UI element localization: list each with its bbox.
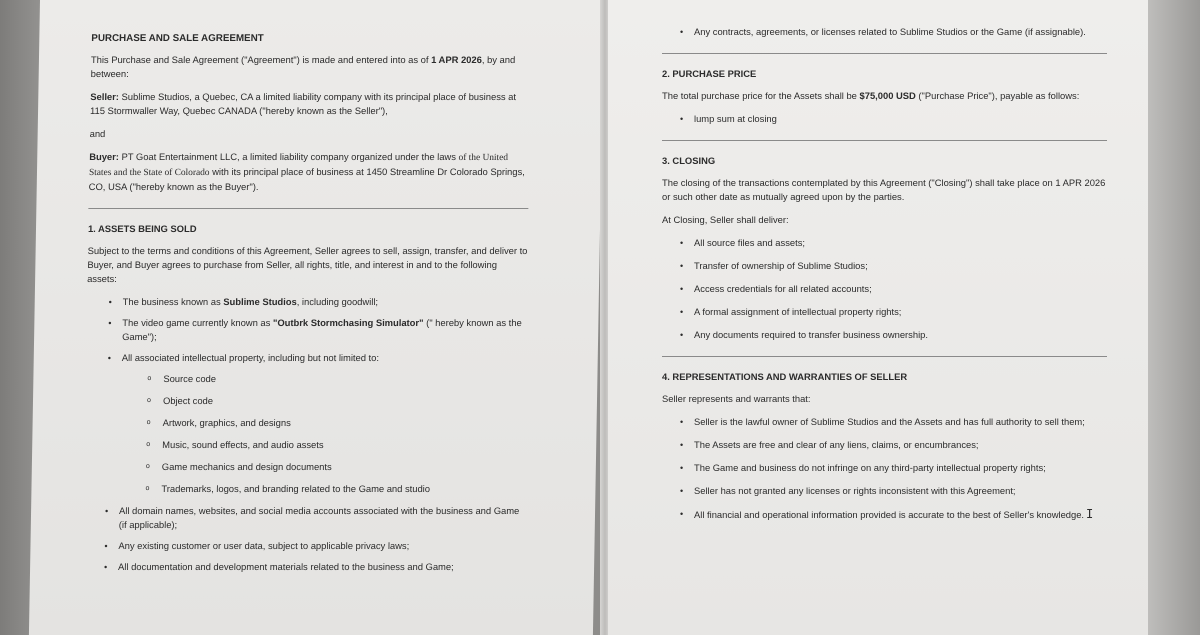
left-page-content [82, 32, 532, 581]
intro-text: This Purchase and Sale Agreement ("Agreement") is made and entered into as of [90, 54, 432, 65]
list-item [83, 504, 523, 532]
sub-list-item [84, 460, 524, 474]
list-item-text: All associated intellectual property, including but not limited to: [121, 352, 380, 363]
list-item [662, 484, 1107, 498]
intro-date: 1 APR 2026 [431, 54, 482, 65]
circle-bullet-icon: o [145, 485, 150, 492]
list-item-text: The business known as [122, 296, 224, 307]
and-text: and [89, 128, 106, 139]
list-item [662, 25, 1107, 39]
list-item-text: All documentation and development materials related to the business and Game; [118, 561, 454, 572]
section-divider [662, 53, 1107, 54]
sub-list-item [83, 482, 523, 496]
list-item-text: Seller has not granted any licenses or rights inconsistent with this Agreement; [694, 485, 1016, 496]
list-item-text: Any contracts, agreements, or licenses related to Sublime Studios or the Game (if assignable). [694, 26, 1086, 37]
sub-list-item-text: Object code [162, 395, 214, 406]
list-item-text: A formal assignment of intellectual property rights; [694, 306, 902, 317]
list-item-text: Access credentials for all related accounts; [694, 283, 872, 294]
section-1-title: 1. ASSETS BEING SOLD [87, 223, 197, 234]
list-item-text: Any documents required to transfer business ownership. [694, 329, 928, 340]
bullet-icon: • [680, 114, 684, 124]
document-title: PURCHASE AND SALE AGREEMENT [91, 33, 264, 44]
list-item [87, 295, 527, 309]
intro-text-end: , by and between: [90, 54, 516, 79]
list-item [82, 539, 522, 553]
sub-list-item [85, 394, 525, 408]
list-item [662, 282, 1107, 296]
list-item-text: All source files and assets; [694, 237, 805, 248]
section-4-title: 4. REPRESENTATIONS AND WARRANTIES OF SELLER [662, 371, 908, 382]
list-item-bold: Sublime Studios [223, 296, 297, 307]
bullet-icon: • [108, 318, 112, 328]
list-item [82, 560, 522, 574]
bullet-icon: • [680, 417, 684, 427]
section-2-title: 2. PURCHASE PRICE [662, 68, 757, 79]
bullet-icon: • [108, 297, 112, 307]
assets-list-continued [82, 504, 523, 574]
bullet-icon: • [104, 541, 108, 551]
circle-bullet-icon: o [147, 375, 152, 382]
sub-list-item-text: Music, sound effects, and audio assets [162, 439, 324, 450]
buyer-text-end: with its principal place of business at 1450 Streamline Dr Colorado Springs, CO, USA ("hereby known as the Buyer"). [88, 166, 525, 192]
buyer-text: PT Goat Entertainment LLC, a limited liability company organized under the laws [118, 151, 459, 162]
carry-over-list [662, 25, 1107, 39]
document-page-right [608, 0, 1148, 635]
circle-bullet-icon: o [145, 463, 150, 470]
bullet-icon: • [680, 486, 684, 496]
sub-list-item [85, 372, 525, 386]
seller-text: Sublime Studios, a Quebec, CA a limited liability company with its principal place of business at 115 Stormwaller Way, Quebec CANADA ("hereby known as the Seller"), [89, 91, 517, 116]
right-page-content [662, 25, 1107, 531]
list-item-text: Transfer of ownership of Sublime Studios; [694, 260, 868, 271]
bullet-icon: • [680, 27, 684, 37]
bullet-icon: • [680, 284, 684, 294]
list-item [662, 305, 1107, 319]
intro-paragraph [91, 53, 531, 81]
list-item-text: The video game currently known as [122, 317, 274, 328]
buyer-text-serif: of the United States and the State of Colorado [88, 153, 509, 178]
sub-list-item-text: Game mechanics and design documents [161, 461, 332, 472]
list-item [662, 507, 1107, 522]
list-item-text: All domain names, websites, and social media accounts associated with the business and Game (if applicable); [118, 505, 520, 530]
payment-list [662, 112, 1107, 126]
list-item-text: , including goodwill; [296, 296, 379, 307]
list-item-bold: "Outbrk Stormchasing Simulator" [272, 317, 424, 328]
bullet-icon: • [107, 353, 111, 363]
text-cursor-icon: I [1086, 507, 1094, 521]
bullet-icon: • [680, 330, 684, 340]
bullet-icon: • [680, 238, 684, 248]
section-1-intro: Subject to the terms and conditions of this Agreement, Seller agrees to sell, assign, transfer, and deliver to Buyer, and Buyer agrees to purchase from Seller, all rights, title, and interest in and to the following assets: [87, 245, 528, 284]
list-item-text: (" hereby known as the Game"); [122, 317, 522, 342]
list-item [662, 461, 1107, 475]
assets-list [86, 295, 527, 365]
seller-label: Seller: [90, 91, 120, 102]
sub-list-item-text: Artwork, graphics, and designs [162, 417, 291, 428]
purchase-price-paragraph [662, 89, 1107, 103]
list-item [662, 328, 1107, 342]
closing-paragraph: The closing of the transactions contemplated by this Agreement ("Closing") shall take place on 1 APR 2026 or such other date as mutually agreed upon by the parties. [662, 177, 1106, 202]
closing-deliver-text: At Closing, Seller shall deliver: [662, 214, 789, 225]
seller-paragraph [90, 90, 530, 118]
list-item [86, 316, 526, 344]
list-item-text: Seller is the lawful owner of Sublime Studios and the Assets and has full authority to sell them; [694, 416, 1085, 427]
section-3-title: 3. CLOSING [662, 155, 716, 166]
list-item-text: All financial and operational information provided is accurate to the best of Seller's knowledge. [694, 509, 1085, 520]
list-item [662, 112, 1107, 126]
list-item [86, 351, 526, 365]
bullet-icon: • [104, 506, 109, 516]
buyer-paragraph [89, 150, 530, 194]
list-item [662, 236, 1107, 250]
circle-bullet-icon: o [146, 419, 151, 426]
list-item [662, 415, 1107, 429]
section-divider [662, 356, 1107, 357]
section-divider [662, 140, 1107, 141]
bullet-icon: • [680, 440, 684, 450]
bullet-icon: • [680, 261, 684, 271]
price-text: The total purchase price for the Assets shall be [662, 90, 860, 101]
bullet-icon: • [680, 463, 684, 473]
section-divider [88, 208, 528, 209]
document-page-left [29, 0, 604, 635]
list-item-text: The Assets are free and clear of any liens, claims, or encumbrances; [694, 439, 979, 450]
sub-list-item [84, 438, 524, 452]
list-item [662, 259, 1107, 273]
sub-list-item [84, 416, 524, 430]
reps-list [662, 415, 1107, 522]
list-item [662, 438, 1107, 452]
bullet-icon: • [680, 509, 684, 519]
price-amount: $75,000 USD [859, 90, 916, 101]
bullet-icon: • [104, 562, 108, 572]
reps-intro: Seller represents and warrants that: [662, 393, 811, 404]
bullet-icon: • [680, 307, 684, 317]
list-item-text: lump sum at closing [694, 113, 777, 124]
sub-list-item-text: Trademarks, logos, and branding related to the Game and studio [161, 483, 431, 494]
buyer-label: Buyer: [89, 151, 120, 162]
background-right [1140, 0, 1200, 635]
circle-bullet-icon: o [146, 441, 151, 448]
list-item-text: Any existing customer or user data, subject to applicable privacy laws; [118, 540, 410, 551]
sub-list-item-text: Source code [163, 373, 217, 384]
ip-sub-list [83, 372, 525, 496]
closing-deliverables-list [662, 236, 1107, 342]
circle-bullet-icon: o [146, 397, 151, 404]
price-text-end: ("Purchase Price"), payable as follows: [915, 90, 1080, 101]
list-item-text: The Game and business do not infringe on any third-party intellectual property rights; [694, 462, 1046, 473]
